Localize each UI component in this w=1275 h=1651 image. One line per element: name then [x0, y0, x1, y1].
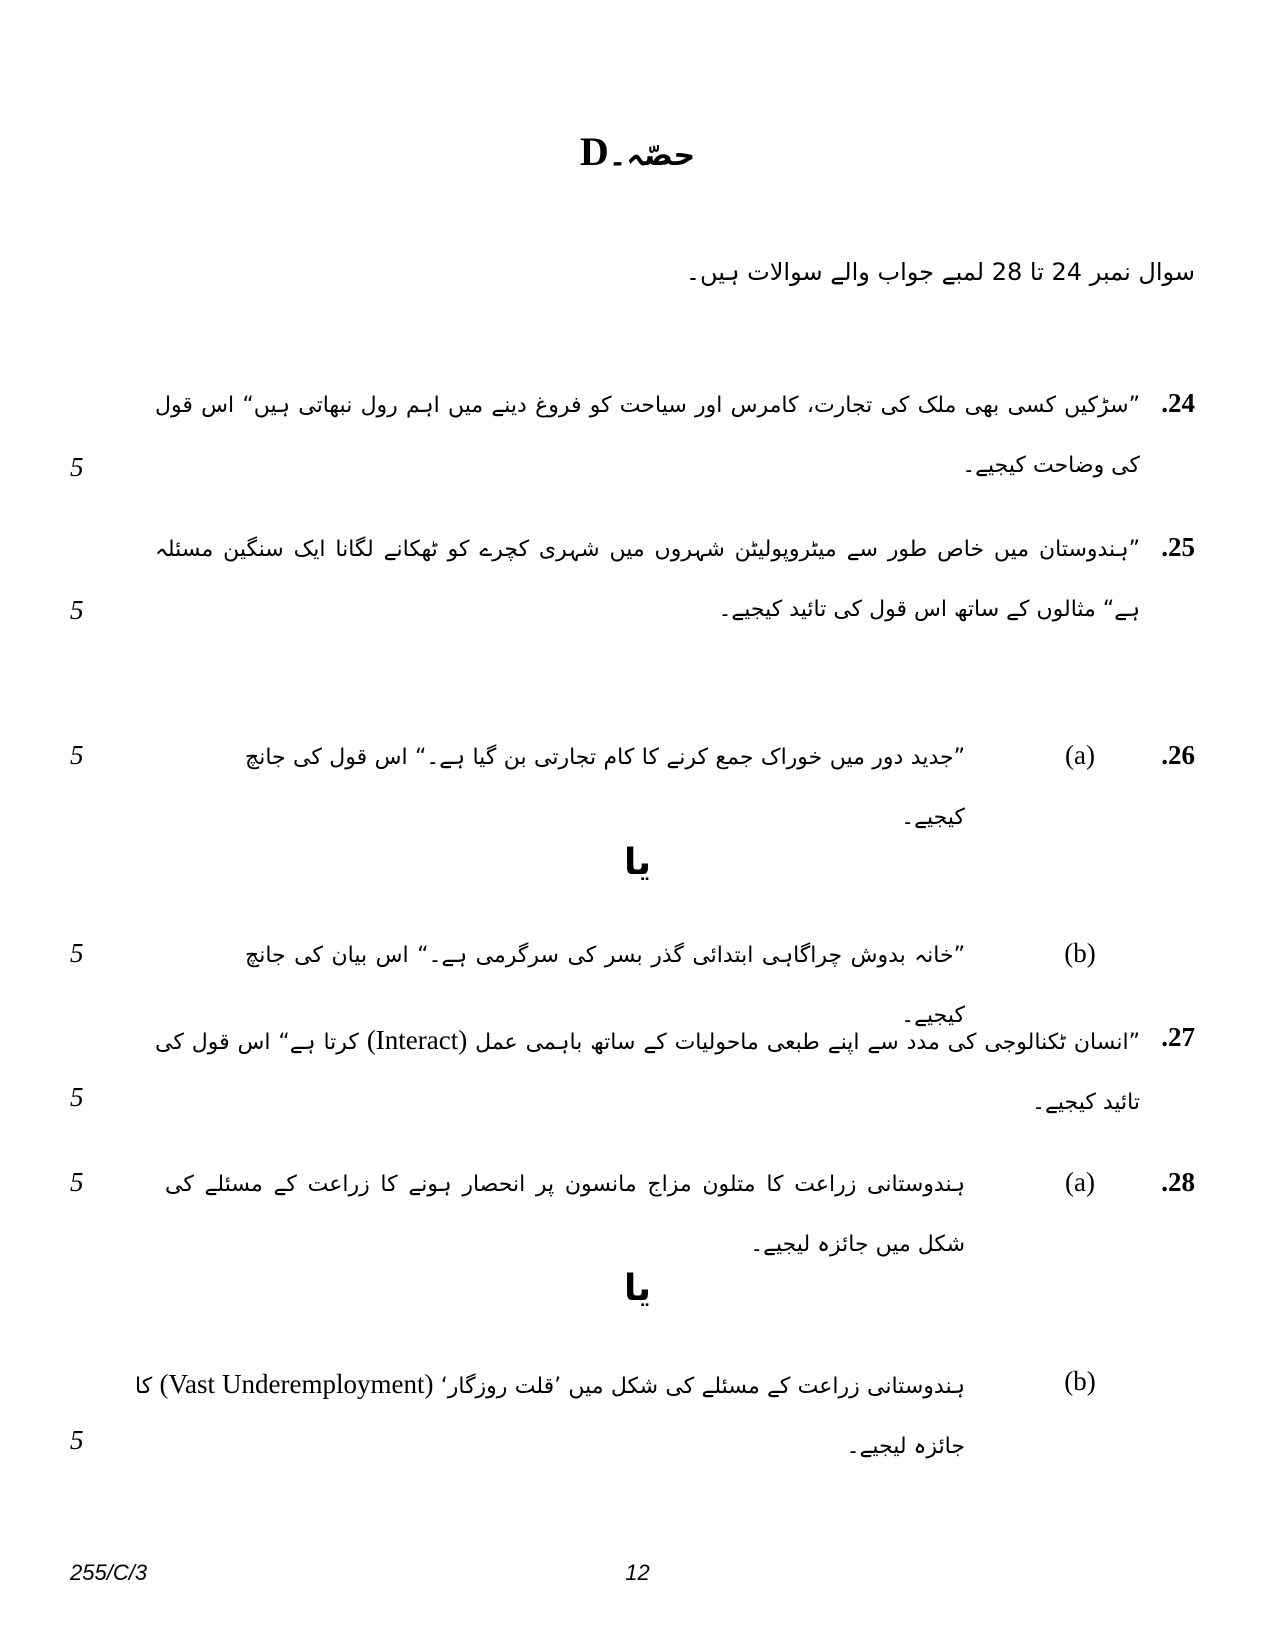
- q25-number: .25: [1161, 532, 1195, 562]
- q27-marks: 5: [70, 1082, 84, 1112]
- q28-b-marks: 5: [70, 1425, 84, 1455]
- q28-b-label: (b): [1064, 1366, 1096, 1396]
- q25-text: ”ہندوستان میں خاص طور سے میٹروپولیٹن شہروں میں شہری کچرے کو ٹھکانے لگانا ایک سنگین مسئلہ ہے“ مثالوں کے ساتھ اس قول کی تائید کیجیے۔: [155, 537, 1140, 622]
- q27-text-before: ”انسان ٹکنالوجی کی مدد سے اپنے طبعی ماحولیات کے ساتھ باہمی عمل: [475, 1030, 1141, 1055]
- section-title-letter: D: [579, 129, 609, 174]
- q24-marks: 5: [70, 452, 84, 482]
- q28-b-text: [135, 1354, 965, 1477]
- q28-or: یا: [623, 1268, 652, 1309]
- q25-marks: 5: [70, 595, 84, 625]
- q26-or: یا: [623, 842, 652, 883]
- q28-a-marks: 5: [70, 1167, 84, 1197]
- q28-a-label: (a): [1065, 1167, 1095, 1197]
- paper-code: 255/C/3: [70, 1560, 148, 1585]
- q28-b-text-after: کا جائزہ لیجیے۔: [135, 1374, 965, 1459]
- q26-a-text: ”جدید دور میں خوراک جمع کرنے کا کام تجارتی بن گیا ہے۔“ اس قول کی جانچ کیجیے۔: [245, 745, 965, 830]
- q26-number: .26: [1161, 740, 1195, 770]
- q28-b-text-before: ہندوستانی زراعت کے مسئلے کی شکل میں ’قلت روزگار‘: [440, 1374, 965, 1399]
- q24-text: ”سڑکیں کسی بھی ملک کی تجارت، کامرس اور سیاحت کو فروغ دینے میں اہم رول نبھاتی ہیں“ اس قول کی وضاحت کیجیے۔: [155, 393, 1140, 478]
- section-title: [0, 128, 1275, 175]
- q28-english-term: (Vast Underemployment): [159, 1369, 434, 1399]
- q27-text-after: کرتا ہے“ اس قول کی تائید کیجیے۔: [155, 1030, 1140, 1115]
- q27-text: [155, 1010, 1140, 1133]
- q26-b-marks: 5: [70, 938, 84, 968]
- q24-number: .24: [1161, 388, 1195, 418]
- q28-number: .28: [1161, 1167, 1195, 1197]
- q26-a-marks: 5: [70, 740, 84, 770]
- q26-b-label: (b): [1064, 938, 1096, 968]
- q26-a-label: (a): [1065, 740, 1095, 770]
- section-title-urdu: حصّہ۔: [608, 138, 696, 173]
- q27-english-term: (Interact): [366, 1025, 468, 1055]
- q28-a-text: ہندوستانی زراعت کا متلون مزاج مانسون پر انحصار ہونے کا زراعت کے مسئلے کی شکل میں جائزہ لیجیے۔: [165, 1172, 965, 1257]
- q27-number: .27: [1161, 1022, 1195, 1052]
- q26-b-text: ”خانہ بدوش چراگاہی ابتدائی گذر بسر کی سرگرمی ہے۔“ اس بیان کی جانچ کیجیے۔: [245, 943, 965, 1028]
- instruction: سوال نمبر 24 تا 28 لمبے جواب والے سوالات ہیں۔: [685, 258, 1195, 286]
- page-number: 12: [625, 1560, 650, 1585]
